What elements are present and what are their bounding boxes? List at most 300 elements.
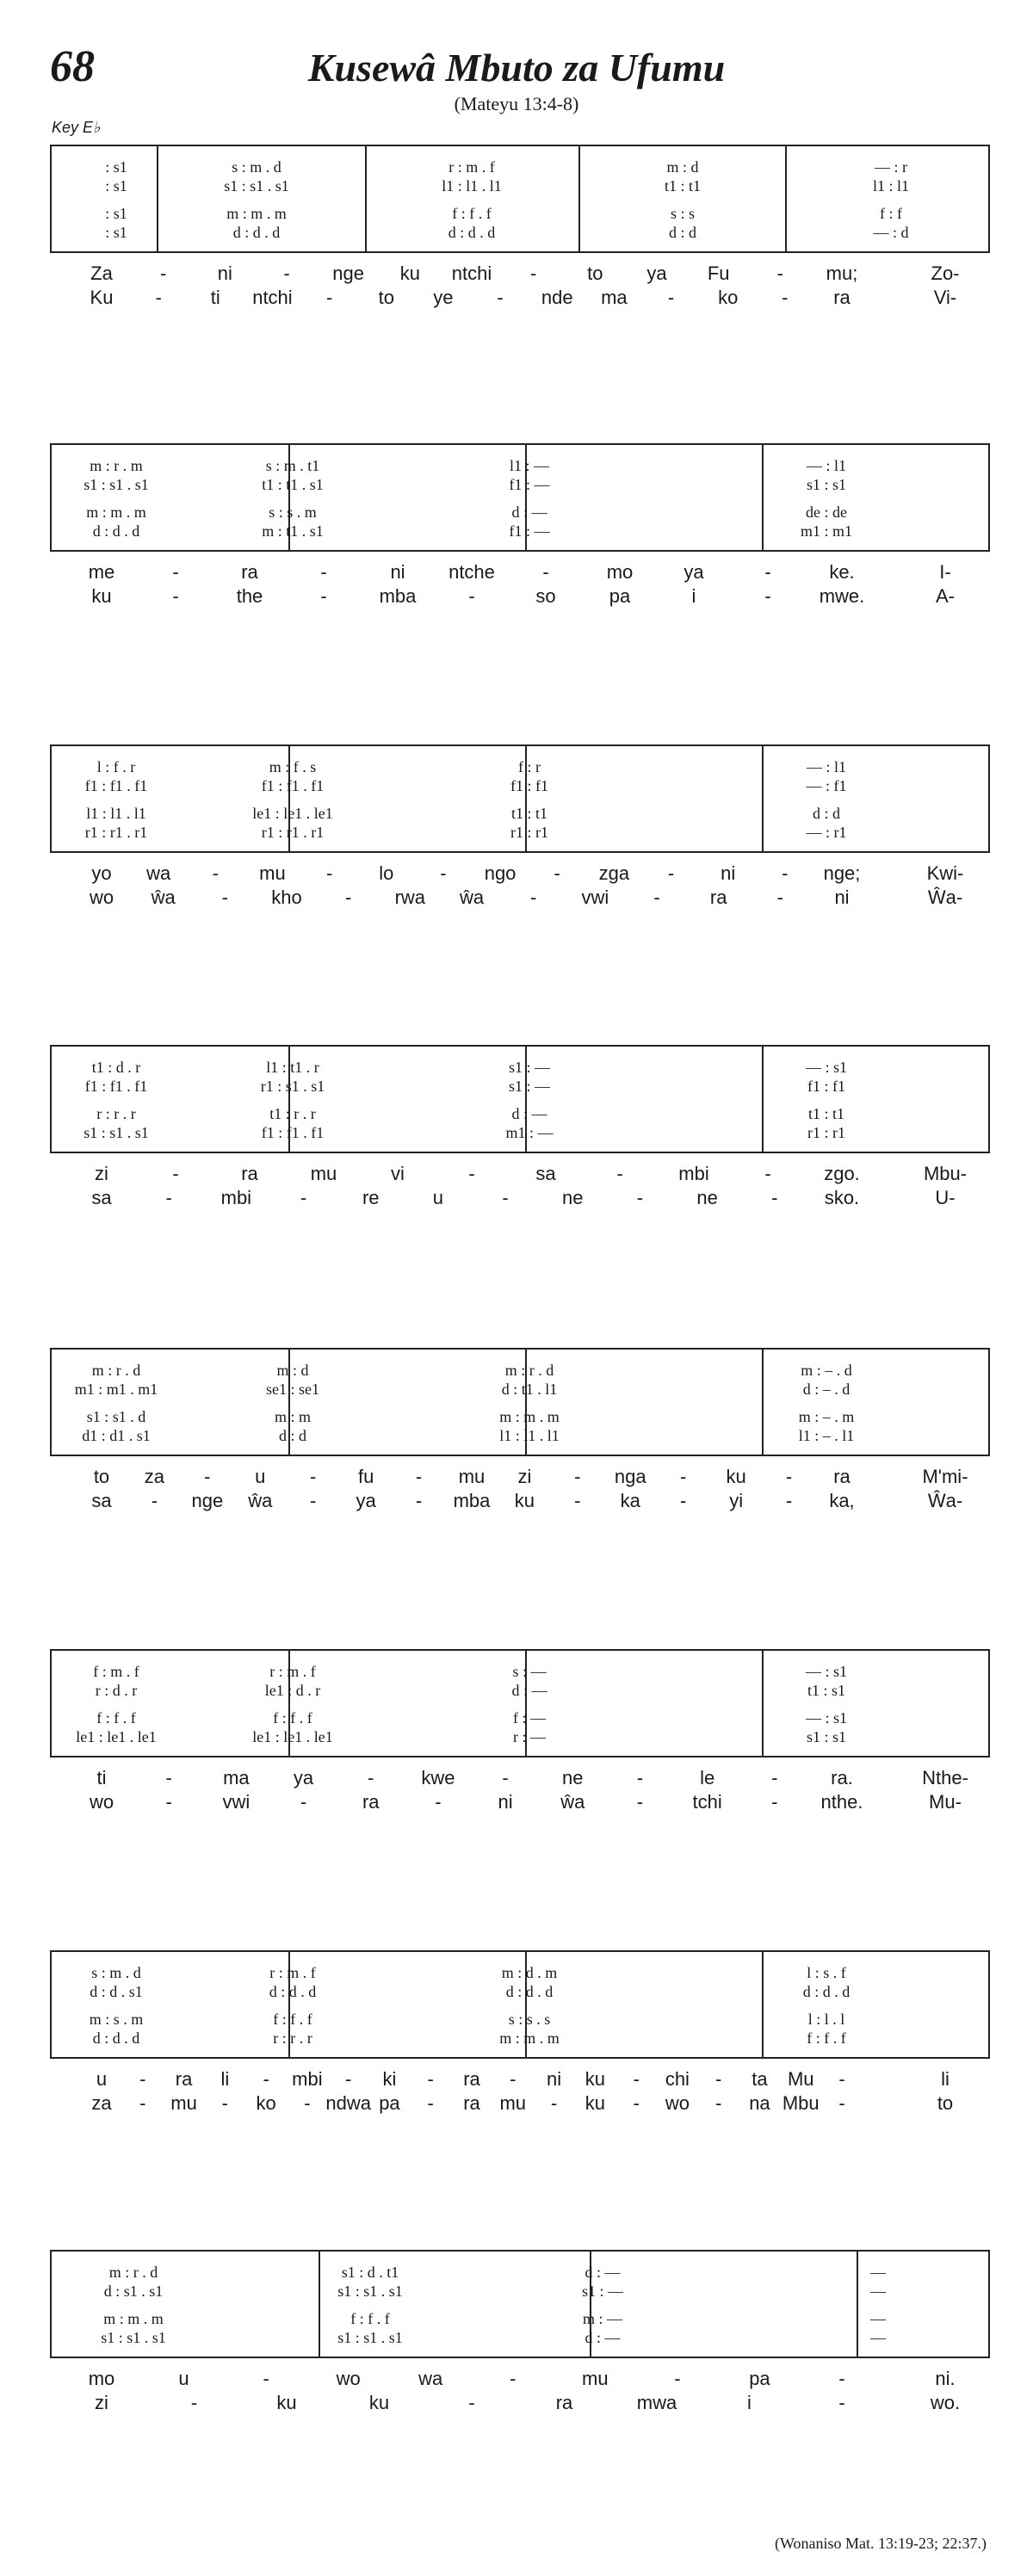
voice-row (52, 1408, 988, 1425)
measure-notes: — : d (873, 224, 909, 241)
voice-row (52, 177, 988, 195)
measure-notes: r1 : r1 (510, 824, 548, 841)
syllable: Zo- (931, 263, 960, 284)
measure-notes: t1 : d . r (91, 1059, 141, 1076)
syllable: ko (718, 287, 739, 308)
lyric-line (50, 862, 990, 886)
syllable: ra (709, 886, 727, 908)
syllable-hyphen: - (165, 1187, 172, 1208)
voice-row (52, 1078, 988, 1095)
voice-row (52, 1663, 988, 1680)
measure-notes: s1 : s1 . s1 (84, 476, 149, 493)
syllable: pa (379, 2092, 400, 2114)
measure-notes: s1 : s1 . s1 (101, 2329, 166, 2346)
measure-notes: s1 : s1 . s1 (224, 177, 289, 195)
measure-notes: m : – . m (798, 1408, 855, 1425)
syllable: ra (833, 287, 851, 308)
measure-notes: le1 : d . r (264, 1682, 321, 1699)
syllable-hyphen: - (502, 1767, 509, 1788)
syllable: mu (310, 1163, 337, 1184)
syllable-hyphen: - (782, 862, 789, 884)
syllable-hyphen: - (776, 263, 783, 284)
footer-note: (Wonaniso Mat. 13:19-23; 22:37.) (774, 2535, 987, 2552)
measure-notes: d : – . d (802, 1381, 851, 1398)
tonic-solfa-staff (50, 145, 990, 253)
syllable: Za (90, 263, 113, 284)
voice-row (52, 1983, 988, 2000)
syllable-hyphen: - (838, 2392, 845, 2413)
syllable: ra (241, 561, 258, 583)
syllable: ka (620, 1490, 640, 1511)
music-system (50, 744, 990, 917)
syllable: ka, (829, 1490, 855, 1511)
syllable: Ku (90, 287, 114, 308)
syllable: ni (390, 561, 405, 583)
measure-notes: m : t1 . s1 (262, 522, 324, 540)
syllable-hyphen: - (574, 1466, 581, 1487)
syllable: mu (170, 2092, 197, 2114)
measure-notes: m : d (666, 158, 699, 176)
syllable: ra. (831, 1767, 853, 1788)
measure-notes: m : m . m (103, 2310, 164, 2327)
measure-notes: m : – . d (801, 1362, 852, 1379)
measure-notes: f1 : f1 (510, 777, 548, 794)
syllable: mbi (292, 2068, 323, 2090)
measure-notes: m : m . m (499, 2029, 560, 2047)
syllable: pa (609, 585, 631, 607)
measure-notes: l1 : t1 . r (266, 1059, 319, 1076)
syllable: ra (463, 2068, 480, 2090)
lyric-line (50, 560, 990, 584)
syllable-hyphen: - (764, 1163, 771, 1184)
syllable-hyphen: - (440, 862, 447, 884)
measure-notes: t1 : t1 (664, 177, 701, 195)
measure-notes: t1 : s1 (807, 1682, 845, 1699)
syllable-hyphen: - (221, 886, 228, 908)
lyrics (50, 560, 990, 615)
syllable: mwa (636, 2392, 677, 2413)
syllable: yi (729, 1490, 744, 1511)
voice-row (52, 1059, 988, 1076)
syllable-hyphen: - (415, 1490, 423, 1511)
measure-notes: l1 : l1 (872, 177, 909, 195)
syllable: wo (89, 1791, 114, 1813)
syllable: sa (535, 1163, 556, 1184)
syllable: Nthe- (922, 1767, 968, 1788)
syllable: u (96, 2068, 108, 2090)
syllable: ni (217, 263, 232, 284)
measure-notes: f1 : f1 . f1 (84, 1078, 148, 1095)
syllable: mu (499, 2092, 527, 2114)
syllable: u (432, 1187, 444, 1208)
syllable: ra (463, 2092, 480, 2114)
syllable-hyphen: - (680, 1466, 687, 1487)
syllable: ku (276, 2392, 297, 2413)
measure-notes: r1 : r1 . r1 (261, 824, 325, 841)
syllable: mu (582, 2368, 609, 2389)
voice-row (52, 1682, 988, 1699)
measure-notes: le1 : le1 . le1 (252, 1728, 333, 1745)
syllable: zi (95, 1163, 108, 1184)
measure-notes: m : — (582, 2310, 622, 2327)
syllable: Mbu- (923, 1163, 968, 1184)
measure-notes: s1 : s1 . s1 (84, 1124, 149, 1141)
measure-notes: — (870, 2310, 886, 2327)
syllable-hyphen: - (344, 2068, 352, 2090)
syllable: Vi- (933, 287, 957, 308)
syllable: ni (546, 2068, 562, 2090)
syllable: ra (175, 2068, 193, 2090)
measure-notes: l : f . r (96, 758, 136, 775)
syllable-hyphen: - (468, 2392, 475, 2413)
syllable-hyphen: - (502, 1187, 509, 1208)
syllable-hyphen: - (435, 1791, 442, 1813)
tonic-solfa-staff (50, 1045, 990, 1153)
syllable-hyphen: - (172, 561, 179, 583)
measure-notes: s1 : s1 . s1 (337, 2329, 403, 2346)
measure-notes: d : d . d (448, 224, 496, 241)
syllable: sko. (824, 1187, 860, 1208)
measure-notes: s1 : s1 . d (86, 1408, 146, 1425)
syllable-hyphen: - (325, 862, 333, 884)
measure-notes: se1 : se1 (266, 1381, 319, 1398)
syllable-hyphen: - (714, 2068, 722, 2090)
measure-notes: — : f1 (806, 777, 847, 794)
measure-notes: f1 : — (509, 522, 550, 540)
measure-notes: m : m . m (86, 503, 146, 521)
syllable-hyphen: - (344, 886, 352, 908)
syllable-hyphen: - (300, 1791, 307, 1813)
syllable: me (88, 561, 115, 583)
voice-row (52, 2029, 988, 2047)
syllable-hyphen: - (667, 287, 675, 308)
voice-row (52, 476, 988, 493)
syllable-hyphen: - (838, 2368, 845, 2389)
lyric-line (50, 1790, 990, 1814)
voice-row (52, 503, 988, 521)
syllable: zi (517, 1466, 532, 1487)
measure-notes: d : d . d (505, 1983, 554, 2000)
measure-notes: m : s . m (89, 2011, 144, 2028)
syllable-hyphen: - (427, 2092, 434, 2114)
voice-row (52, 1427, 988, 1444)
voice-row (52, 777, 988, 794)
syllable-hyphen: - (263, 2368, 269, 2389)
measure-notes: f1 : f1 . f1 (84, 777, 148, 794)
syllable: ti (96, 1767, 107, 1788)
syllable-hyphen: - (304, 2092, 311, 2114)
syllable-hyphen: - (165, 1791, 172, 1813)
syllable-hyphen: - (529, 263, 537, 284)
voice-row (52, 1964, 988, 1981)
lyric-line (50, 1766, 990, 1790)
syllable: u (255, 1466, 266, 1487)
measure-notes: m1 : — (505, 1124, 554, 1141)
syllable-hyphen: - (771, 1767, 778, 1788)
measure-notes: d : d . s1 (90, 1983, 143, 2000)
syllable: ne (562, 1187, 584, 1208)
measure-notes: s1 : s1 (806, 476, 846, 493)
syllable-hyphen: - (139, 2092, 146, 2114)
voice-row (52, 2264, 988, 2281)
syllable-hyphen: - (785, 1466, 793, 1487)
syllable: za (91, 2092, 112, 2114)
syllable: ntchi (252, 287, 293, 308)
measure-notes: m : f . s (269, 758, 317, 775)
syllable: kho (271, 886, 302, 908)
syllable: ya (293, 1767, 314, 1788)
measure-notes: d : — (585, 2329, 621, 2346)
measure-notes: s : s . s (508, 2011, 551, 2028)
measure-notes: s : m . t1 (265, 457, 320, 474)
hymn-title: Kusewâ Mbuto za Ufumu (307, 46, 726, 90)
syllable: Mu- (929, 1791, 962, 1813)
voice-row (52, 805, 988, 822)
measure-notes: d : — (511, 1682, 547, 1699)
measure-notes: : s1 (105, 224, 127, 241)
syllable: ma (601, 287, 628, 308)
measure-notes: d : d (668, 224, 696, 241)
voice-row (52, 2283, 988, 2300)
syllable-hyphen: - (310, 1490, 317, 1511)
measure-notes: f : f . f (807, 2029, 846, 2047)
syllable: so (535, 585, 556, 607)
syllable: ko (256, 2092, 276, 2114)
measure-notes: f : r (518, 758, 541, 775)
syllable-hyphen: - (368, 1767, 374, 1788)
syllable: ra (555, 2392, 573, 2413)
syllable: ra (833, 1466, 851, 1487)
syllable-hyphen: - (510, 2368, 516, 2389)
measure-notes: d : d (278, 1427, 306, 1444)
syllable-hyphen: - (764, 561, 771, 583)
syllable-hyphen: - (155, 287, 162, 308)
measure-notes: le1 : le1 . le1 (76, 1728, 157, 1745)
syllable: wo. (930, 2392, 961, 2413)
syllable: mu (259, 862, 286, 884)
measure-notes: r : r . r (273, 2029, 312, 2047)
syllable: ntchi (451, 263, 492, 284)
measure-notes: l1 : l1 . l1 (499, 1427, 560, 1444)
syllable: mu; (826, 263, 858, 284)
measure-notes: t1 : t1 . s1 (262, 476, 324, 493)
syllable-hyphen: - (771, 1791, 778, 1813)
measure-notes: — : l1 (806, 758, 846, 775)
music-system (50, 1045, 990, 1217)
syllable: ndwa (325, 2092, 371, 2114)
measure-notes: f : m . f (93, 1663, 139, 1680)
syllable: za (144, 1466, 165, 1487)
syllable: kwe (421, 1767, 455, 1788)
syllable-hyphen: - (636, 1187, 644, 1208)
measure-notes: s1 : s1 (806, 1728, 846, 1745)
measure-notes: r : r . r (96, 1105, 136, 1122)
measure-notes: f1 : — (509, 476, 550, 493)
syllable: to (93, 1466, 110, 1487)
measure-notes: s : s (670, 205, 695, 222)
syllable-hyphen: - (212, 862, 219, 884)
syllable: mbi (678, 1163, 709, 1184)
measure-notes: r : m . f (269, 1964, 316, 1981)
measure-notes: m : r . m (90, 457, 143, 474)
measure-notes: s1 : — (508, 1059, 550, 1076)
syllable: ra (362, 1791, 380, 1813)
syllable: sa (91, 1490, 112, 1511)
lyrics (50, 1766, 990, 1821)
syllable-hyphen: - (633, 2068, 640, 2090)
syllable: nge (332, 263, 365, 284)
syllable: ni (834, 886, 850, 908)
lyric-line (50, 1489, 990, 1513)
syllable-hyphen: - (636, 1791, 644, 1813)
measure-notes: l1 : l1 . l1 (442, 177, 502, 195)
syllable-hyphen: - (283, 263, 290, 284)
voice-row (52, 1124, 988, 1141)
syllable: ti (210, 287, 220, 308)
measure-notes: l : s . f (807, 1964, 846, 1981)
syllable-hyphen: - (542, 561, 549, 583)
syllable-hyphen: - (172, 585, 179, 607)
syllable: to (937, 2092, 954, 2114)
music-system (50, 443, 990, 615)
syllable-hyphen: - (510, 2068, 516, 2090)
lyrics (50, 1465, 990, 1520)
syllable: mba (453, 1490, 491, 1511)
syllable: I- (939, 561, 951, 583)
music-system (50, 1348, 990, 1520)
syllable-hyphen: - (636, 1767, 644, 1788)
syllable: li (220, 2068, 230, 2090)
syllable: Ŵa- (927, 886, 963, 908)
measure-notes: d : d (812, 805, 840, 822)
voice-row (52, 1709, 988, 1727)
syllable-hyphen: - (320, 561, 327, 583)
measure-notes: m1 : m1 . m1 (74, 1381, 158, 1398)
syllable: ya (646, 263, 667, 284)
measure-notes: s1 : d . t1 (341, 2264, 399, 2281)
measure-notes: d : — (511, 1105, 547, 1122)
syllable: i (691, 585, 696, 607)
music-system (50, 145, 990, 317)
measure-notes: r1 : r1 . r1 (84, 824, 148, 841)
scripture-reference: (Mateyu 13:4-8) (454, 93, 579, 114)
tonic-solfa-staff (50, 1348, 990, 1456)
syllable-hyphen: - (159, 263, 167, 284)
syllable-hyphen: - (785, 1490, 793, 1511)
hymn-number: 68 (50, 42, 95, 91)
measure-notes: r1 : s1 . s1 (260, 1078, 325, 1095)
syllable-hyphen: - (554, 862, 560, 884)
syllable: vwi (581, 886, 609, 908)
measure-notes: : s1 (105, 158, 127, 176)
voice-row (52, 2329, 988, 2346)
measure-notes: — (870, 2283, 886, 2300)
voice-row (52, 158, 988, 176)
syllable-hyphen: - (310, 1466, 317, 1487)
measure-notes: l1 : — (509, 457, 549, 474)
measure-notes: m1 : m1 (800, 522, 852, 540)
syllable-hyphen: - (680, 1490, 687, 1511)
measure-notes: f : f (880, 205, 902, 222)
measure-notes: d : — (585, 2264, 621, 2281)
voice-row (52, 205, 988, 222)
syllable: na (749, 2092, 770, 2114)
measure-notes: s : m . d (91, 1964, 141, 1981)
syllable-hyphen: - (633, 2092, 640, 2114)
voice-row (52, 457, 988, 474)
syllable: nge (191, 1490, 224, 1511)
syllable-hyphen: - (782, 287, 789, 308)
measure-notes: le1 : le1 . le1 (252, 805, 333, 822)
measure-notes: s1 : — (508, 1078, 550, 1095)
syllable: re (362, 1187, 380, 1208)
syllable: ya (356, 1490, 376, 1511)
syllable: ku (91, 585, 112, 607)
measure-notes: m : d . m (501, 1964, 558, 1981)
syllable: mo (606, 561, 634, 583)
voice-row (52, 1728, 988, 1745)
measure-notes: d : d . d (232, 224, 281, 241)
measure-notes: d : d . d (269, 1983, 317, 2000)
music-system (50, 1950, 990, 2122)
measure-notes: — : s1 (805, 1709, 847, 1727)
syllable: tchi (692, 1791, 722, 1813)
syllable: ye (433, 287, 454, 308)
voice-row (52, 1381, 988, 1398)
syllable: yo (91, 862, 112, 884)
syllable-hyphen: - (221, 2092, 228, 2114)
syllable-hyphen: - (415, 1466, 423, 1487)
voice-row (52, 224, 988, 241)
measure-notes: d1 : d1 . s1 (82, 1427, 151, 1444)
syllable-hyphen: - (776, 886, 783, 908)
syllable-hyphen: - (300, 1187, 307, 1208)
lyric-line (50, 2391, 990, 2415)
measure-notes: r : m . f (448, 158, 495, 176)
syllable: ku (726, 1466, 746, 1487)
measure-notes: d : d . d (802, 1983, 851, 2000)
measure-notes: l1 : – . l1 (798, 1427, 855, 1444)
lyrics (50, 2067, 990, 2122)
tonic-solfa-staff (50, 2250, 990, 2358)
measure-notes: m : r . d (91, 1362, 141, 1379)
syllable: ni (721, 862, 736, 884)
measure-notes: de : de (806, 503, 847, 521)
syllable-hyphen: - (427, 2068, 434, 2090)
syllable: ke. (829, 561, 855, 583)
syllable-hyphen: - (190, 2392, 198, 2413)
syllable-hyphen: - (172, 1163, 179, 1184)
syllable: zi (95, 2392, 108, 2413)
syllable-hyphen: - (325, 287, 333, 308)
syllable: ku (514, 1490, 535, 1511)
measure-notes: l : l . l (807, 2011, 845, 2028)
syllable-hyphen: - (667, 862, 675, 884)
measure-notes: r : m . f (269, 1663, 316, 1680)
tonic-solfa-staff (50, 443, 990, 552)
lyric-line (50, 2067, 990, 2091)
syllable: ne (562, 1767, 584, 1788)
measure-notes: l1 : l1 . l1 (86, 805, 146, 822)
syllable: ni. (935, 2368, 956, 2389)
syllable: ku (399, 263, 420, 284)
syllable-hyphen: - (771, 1187, 778, 1208)
syllable: le (700, 1767, 715, 1788)
syllable: ntche (448, 561, 495, 583)
syllable: the (236, 585, 263, 607)
measure-notes: t1 : t1 (510, 805, 547, 822)
measure-notes: : s1 (105, 205, 127, 222)
